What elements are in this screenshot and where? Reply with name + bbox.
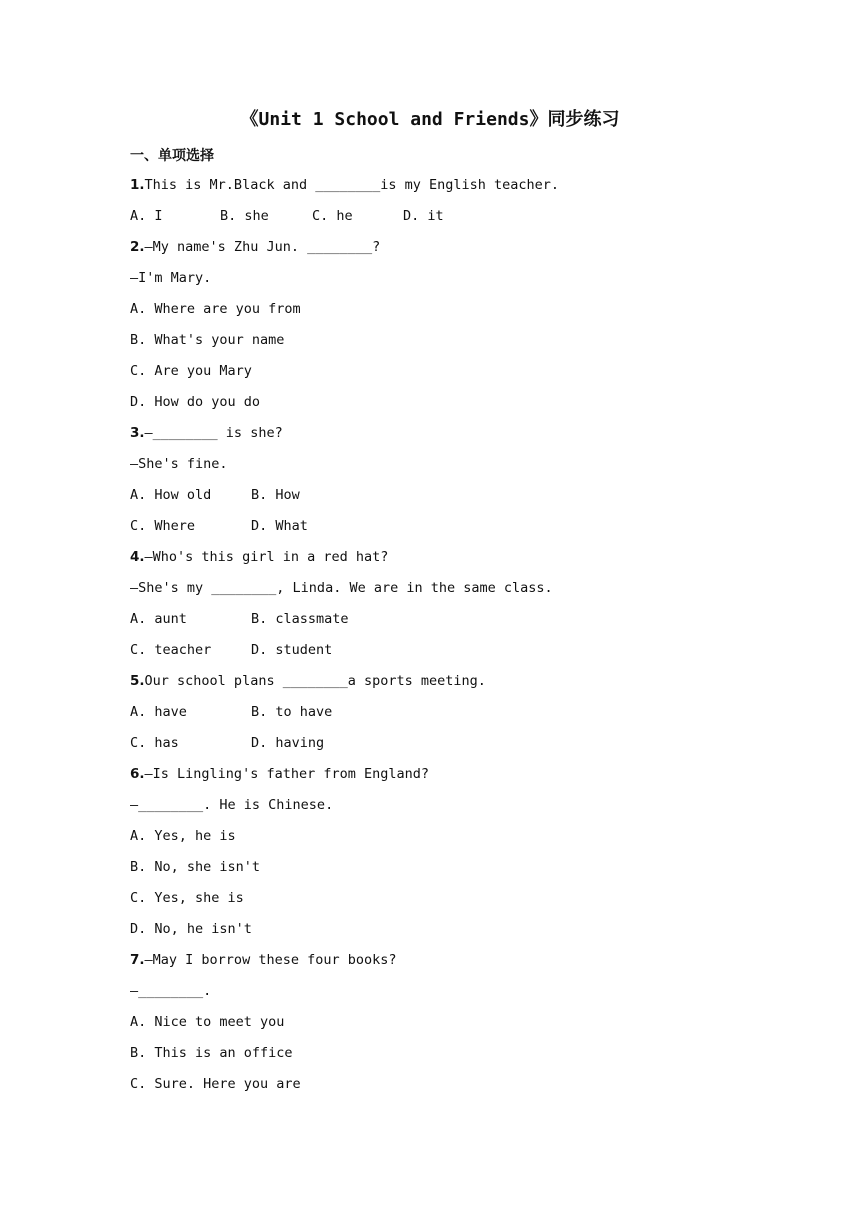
option-d: D. having <box>251 735 325 751</box>
option-a: A. aunt <box>130 611 187 627</box>
question-number: 1. <box>130 177 145 193</box>
question-number: 3. <box>130 425 145 441</box>
question-5-options-row-2 <box>130 733 324 753</box>
question-1-options <box>130 206 444 226</box>
option-b: B. How <box>251 487 300 503</box>
option-c: C. Where <box>130 518 196 534</box>
question-text: —My name's Zhu Jun. ________? <box>144 239 381 255</box>
question-text: This is Mr.Black and ________is my English teacher. <box>144 177 560 193</box>
option-d: D. What <box>251 518 308 534</box>
option-c: C. he <box>312 208 353 224</box>
question-text: —Who's this girl in a red hat? <box>144 549 389 565</box>
option-a: A. have <box>130 704 187 720</box>
question-text: —________ is she? <box>144 425 283 441</box>
question-3-options-row-1 <box>130 485 300 505</box>
question-4-answer-line: —She's my ________, Linda. We are in the same class. <box>130 580 553 596</box>
option-d: D. No, he isn't <box>130 921 252 937</box>
question-6-stem <box>130 764 429 784</box>
question-2-stem <box>130 237 380 257</box>
question-number: 7. <box>130 952 145 968</box>
option-a: A. How old <box>130 487 212 503</box>
section-heading: 一、单项选择 <box>130 148 214 164</box>
question-2-answer-line: —I'm Mary. <box>130 270 212 286</box>
question-7-answer-line: —________. <box>130 983 212 999</box>
option-b: B. to have <box>251 704 333 720</box>
question-number: 6. <box>130 766 145 782</box>
option-b: B. classmate <box>251 611 349 627</box>
question-number: 4. <box>130 549 145 565</box>
option-b: B. she <box>220 208 269 224</box>
question-3-answer-line: —She's fine. <box>130 456 228 472</box>
option-c: C. has <box>130 735 179 751</box>
question-number: 2. <box>130 239 145 255</box>
question-6-answer-line: —________. He is Chinese. <box>130 797 334 813</box>
option-a: A. Where are you from <box>130 301 301 317</box>
question-4-options-row-1 <box>130 609 349 629</box>
page-title: 《Unit 1 School and Friends》同步练习 <box>240 109 620 130</box>
option-c: C. Yes, she is <box>130 890 244 906</box>
option-c: C. teacher <box>130 642 212 658</box>
question-5-stem <box>130 671 486 691</box>
question-text: Our school plans ________a sports meeting. <box>144 673 486 689</box>
question-3-options-row-2 <box>130 516 308 536</box>
question-5-options-row-1 <box>130 702 332 722</box>
option-c: C. Sure. Here you are <box>130 1076 301 1092</box>
question-4-stem <box>130 547 388 567</box>
question-4-options-row-2 <box>130 640 332 660</box>
question-number: 5. <box>130 673 145 689</box>
question-text: —Is Lingling's father from England? <box>144 766 430 782</box>
option-a: A. Nice to meet you <box>130 1014 285 1030</box>
question-text: —May I borrow these four books? <box>144 952 397 968</box>
option-b: B. What's your name <box>130 332 285 348</box>
option-c: C. Are you Mary <box>130 363 252 379</box>
option-d: D. student <box>251 642 333 658</box>
question-7-stem <box>130 950 397 970</box>
question-3-stem <box>130 423 283 443</box>
option-a: A. I <box>130 208 163 224</box>
question-1-stem <box>130 175 559 195</box>
option-d: D. it <box>403 208 444 224</box>
option-b: B. This is an office <box>130 1045 293 1061</box>
option-d: D. How do you do <box>130 394 261 410</box>
option-b: B. No, she isn't <box>130 859 261 875</box>
option-a: A. Yes, he is <box>130 828 236 844</box>
